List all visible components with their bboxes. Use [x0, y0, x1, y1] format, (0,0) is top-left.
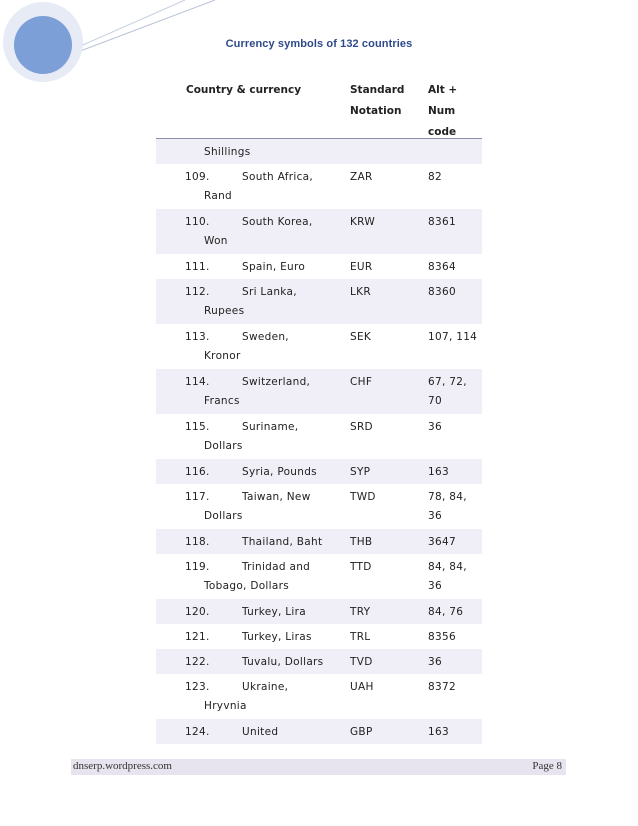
table-row — [156, 649, 482, 674]
row-alt-code: 36 — [428, 421, 442, 433]
table-row — [156, 599, 482, 624]
row-standard-notation: ZAR — [350, 171, 373, 183]
table-row — [156, 414, 482, 459]
row-standard-notation: GBP — [350, 726, 373, 738]
row-number: 118. — [185, 536, 210, 548]
table-row — [156, 484, 482, 529]
row-standard-notation: TRY — [350, 606, 371, 618]
row-number: 122. — [185, 656, 210, 668]
row-number: 121. — [185, 631, 210, 643]
row-alt-code: 8372 — [428, 681, 456, 693]
row-currency: Dollars — [204, 510, 243, 522]
row-number: 119. — [185, 561, 210, 573]
row-standard-notation: TRL — [350, 631, 371, 643]
row-alt-code: 36 — [428, 656, 442, 668]
row-number: 109. — [185, 171, 210, 183]
row-alt-code: 8356 — [428, 631, 456, 643]
row-country: Taiwan, New — [242, 491, 311, 503]
row-standard-notation: THB — [350, 536, 373, 548]
row-number: 116. — [185, 466, 210, 478]
row-country: Spain, Euro — [242, 261, 306, 273]
row-alt-code: 163 — [428, 726, 449, 738]
row-country: Tuvalu, Dollars — [242, 656, 324, 668]
row-currency: Kronor — [204, 350, 241, 362]
header-standard-notation: Standard Notation — [350, 84, 405, 117]
row-number: 115. — [185, 421, 210, 433]
row-country: Sri Lanka, — [242, 286, 297, 298]
row-number: 124. — [185, 726, 210, 738]
table-header — [156, 70, 482, 139]
table-row — [156, 369, 482, 414]
row-country: Sweden, — [242, 331, 289, 343]
row-alt-code: 8361 — [428, 216, 456, 228]
row-country: Trinidad and — [242, 561, 311, 573]
row-number: 111. — [185, 261, 210, 273]
row-number: 117. — [185, 491, 210, 503]
table-row — [156, 164, 482, 209]
header-country-currency: Country & currency — [186, 84, 302, 96]
row-country: Ukraine, — [242, 681, 289, 693]
page-footer — [71, 759, 566, 775]
row-currency: Francs — [204, 395, 240, 407]
row-alt-code-continued: 36 — [428, 580, 442, 592]
table-row — [156, 459, 482, 484]
row-number: 114. — [185, 376, 210, 388]
row-standard-notation: TWD — [350, 491, 376, 503]
row-alt-code: 78, 84, — [428, 491, 467, 503]
row-country: Suriname, — [242, 421, 299, 433]
row-country: United — [242, 726, 279, 738]
row-alt-code: 84, 84, — [428, 561, 467, 573]
table-body — [156, 139, 482, 744]
row-alt-code: 163 — [428, 466, 449, 478]
row-standard-notation: TTD — [350, 561, 372, 573]
table-row — [156, 529, 482, 554]
header-alt-num-code: Alt + Num code — [428, 84, 458, 138]
row-alt-code: 67, 72, — [428, 376, 467, 388]
row-alt-code: 8364 — [428, 261, 456, 273]
row-currency: Hryvnia — [204, 700, 247, 712]
currency-table — [156, 70, 482, 744]
row-number: 123. — [185, 681, 210, 693]
row-standard-notation: CHF — [350, 376, 373, 388]
row-alt-code: 3647 — [428, 536, 456, 548]
table-row — [156, 254, 482, 279]
row-alt-code: 107, 114 — [428, 331, 478, 343]
row-alt-code: 82 — [428, 171, 442, 183]
row-standard-notation: SYP — [350, 466, 371, 478]
row-standard-notation: SRD — [350, 421, 373, 433]
row-number: 113. — [185, 331, 210, 343]
footer-page-number: Page 8 — [532, 760, 562, 772]
row-country: South Africa, — [242, 171, 314, 183]
row-number: 110. — [185, 216, 210, 228]
row-standard-notation: TVD — [350, 656, 373, 668]
table-row — [156, 554, 482, 599]
row-standard-notation: KRW — [350, 216, 376, 228]
row-country-continued: Shillings — [204, 146, 251, 158]
row-standard-notation: EUR — [350, 261, 373, 273]
row-currency: Rupees — [204, 305, 245, 317]
table-row — [156, 209, 482, 254]
footer-site: dnserp.wordpress.com — [73, 760, 172, 772]
document-title: Currency symbols of 132 countries — [225, 38, 413, 50]
row-country: Turkey, Lira — [242, 606, 306, 618]
row-currency: Rand — [204, 190, 233, 202]
row-country: Turkey, Liras — [242, 631, 312, 643]
table-row — [156, 324, 482, 369]
row-standard-notation: UAH — [350, 681, 374, 693]
row-number: 112. — [185, 286, 210, 298]
row-country: Syria, Pounds — [242, 466, 317, 478]
row-alt-code: 84, 76 — [428, 606, 464, 618]
table-row — [156, 624, 482, 649]
row-country: South Korea, — [242, 216, 313, 228]
row-alt-code: 8360 — [428, 286, 456, 298]
table-row — [156, 719, 482, 744]
row-country: Switzerland, — [242, 376, 311, 388]
row-currency: Won — [204, 235, 228, 247]
row-country: Thailand, Baht — [242, 536, 323, 548]
table-row — [156, 674, 482, 719]
table-row — [156, 279, 482, 324]
row-alt-code-continued: 36 — [428, 510, 442, 522]
table-row — [156, 139, 482, 164]
row-standard-notation: LKR — [350, 286, 371, 298]
row-alt-code-continued: 70 — [428, 395, 442, 407]
row-number: 120. — [185, 606, 210, 618]
row-standard-notation: SEK — [350, 331, 372, 343]
row-currency: Tobago, Dollars — [204, 580, 289, 592]
row-currency: Dollars — [204, 440, 243, 452]
